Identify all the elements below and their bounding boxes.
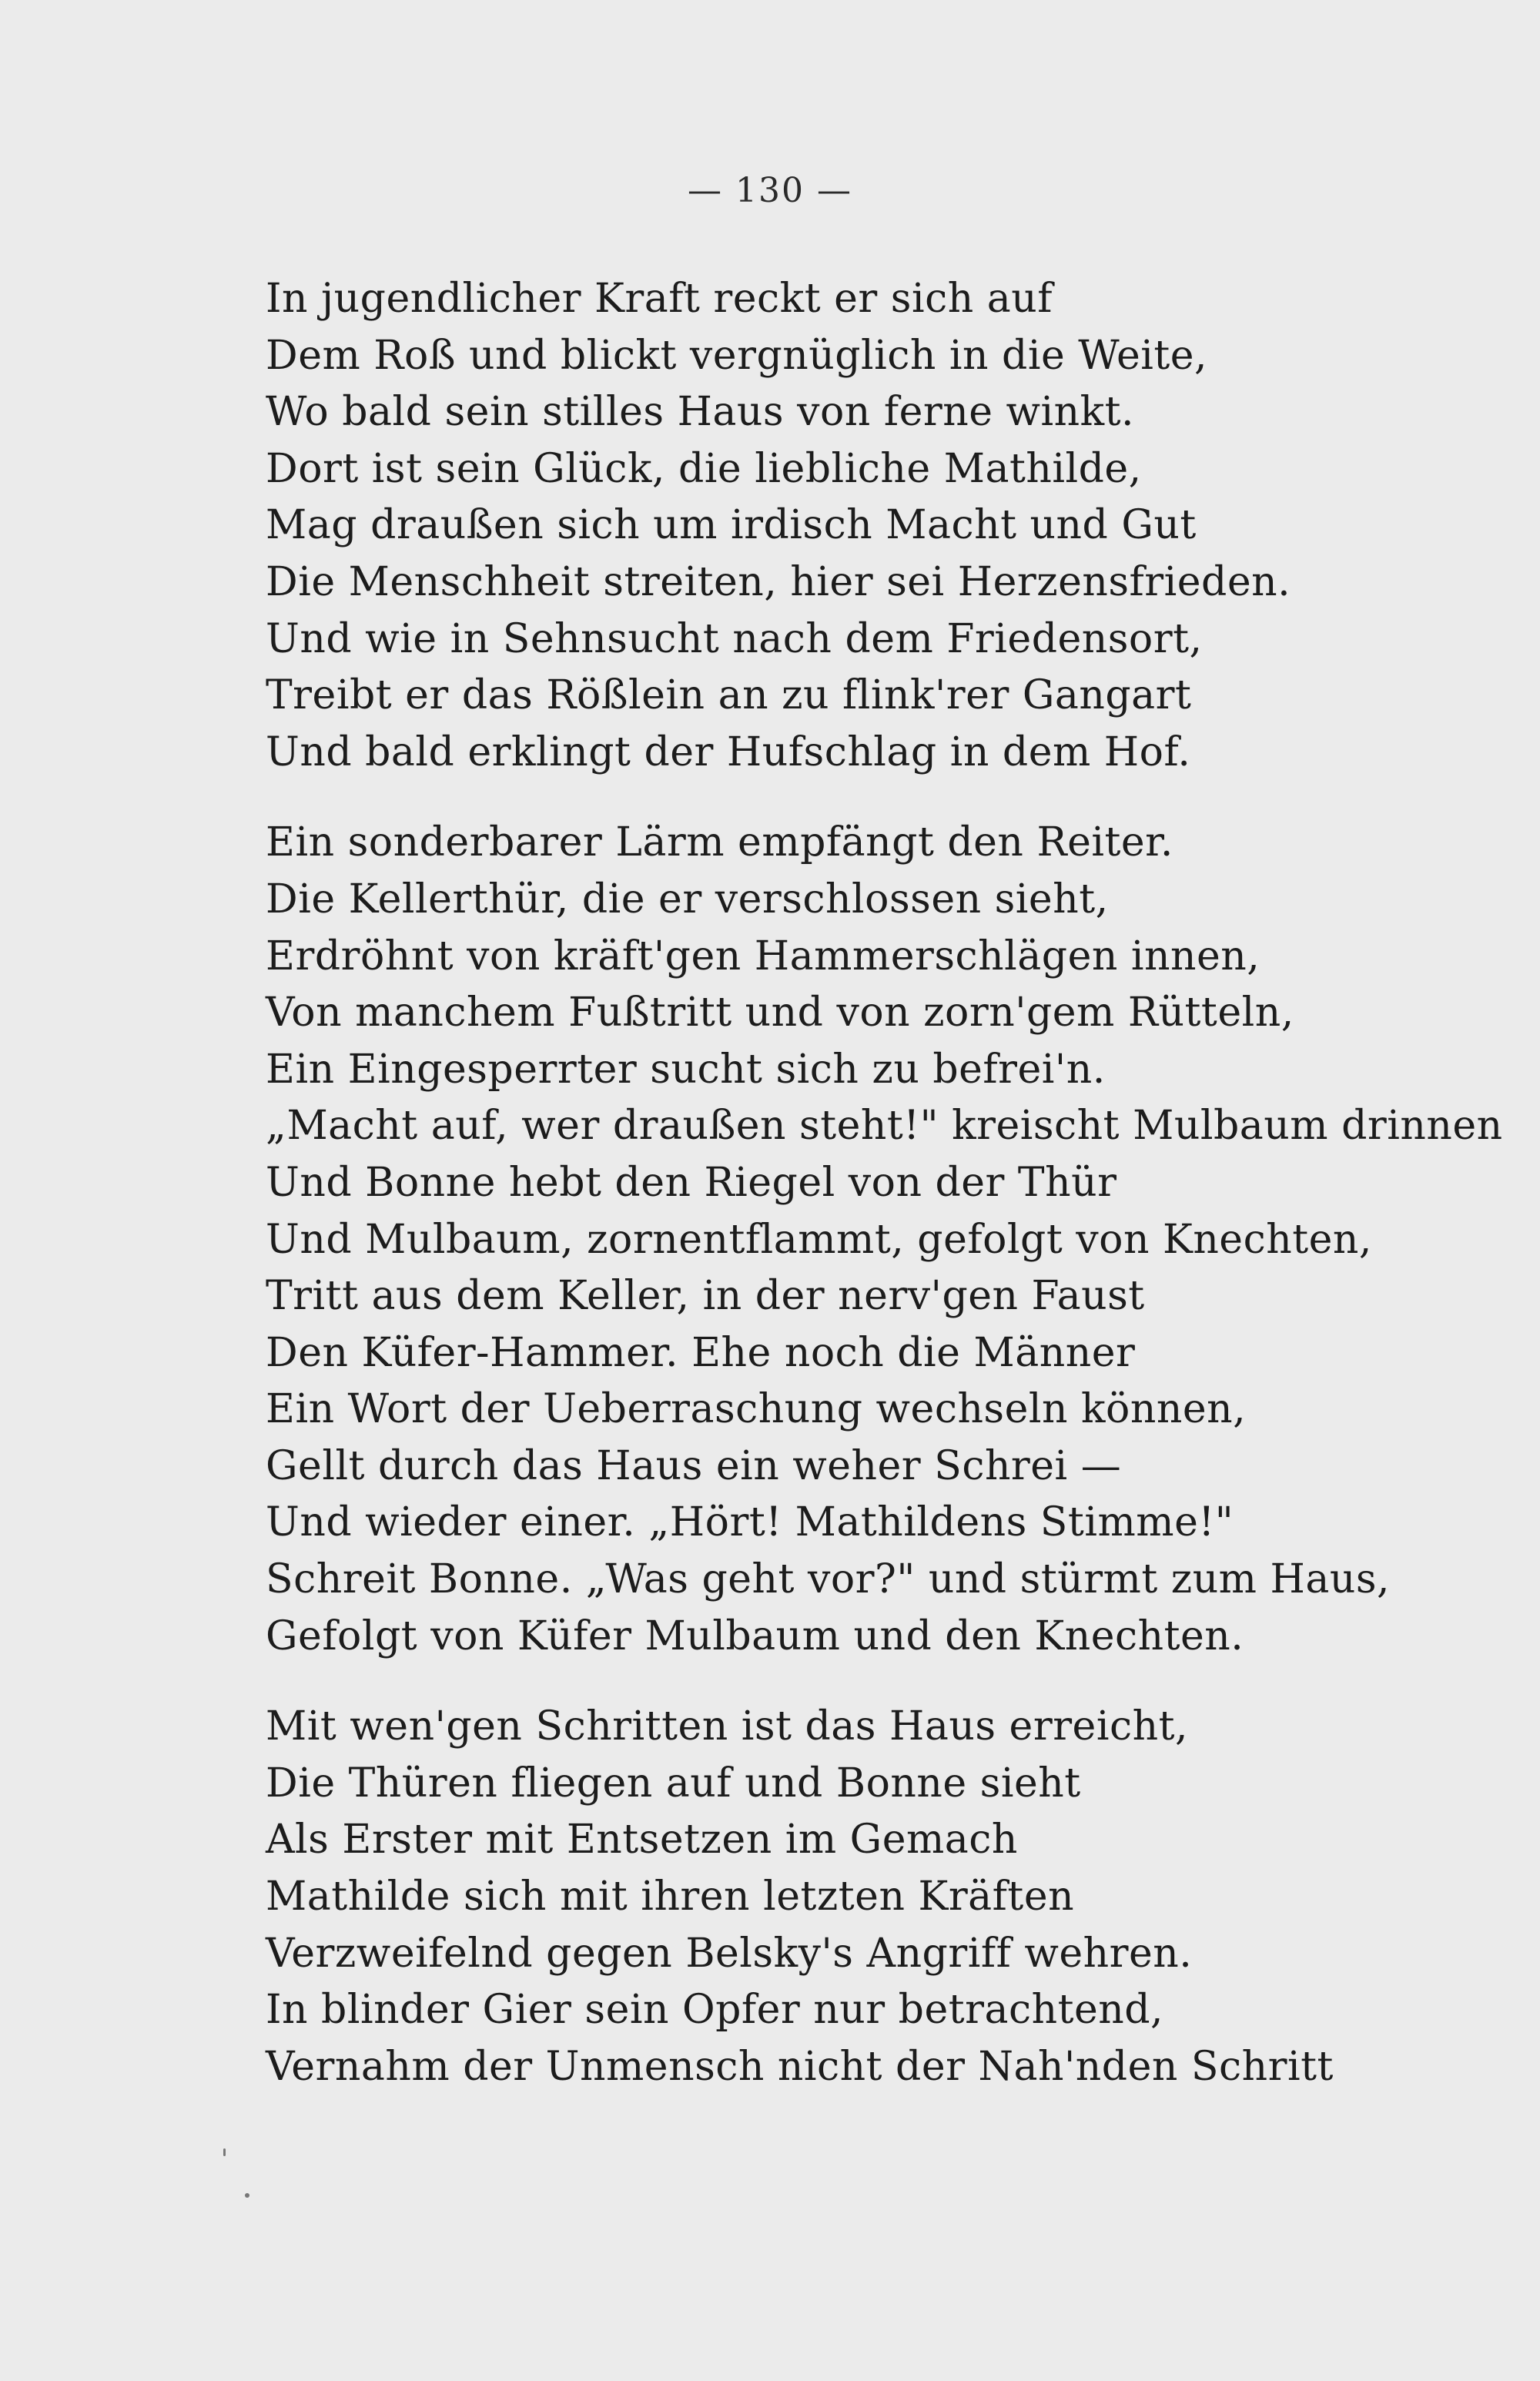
poem-line: Ein Wort der Ueberraschung wechseln können, [266,1386,1247,1433]
poem-line: Vernahm der Unmensch nicht der Nah'nden Schritt [266,2043,1334,2090]
paper-speck [245,2193,249,2198]
paper-speck [223,2148,226,2156]
poem-line: Erdröhnt von kräft'gen Hammerschlägen innen, [266,933,1260,980]
poem-line: Gellt durch das Haus ein weher Schrei — [266,1442,1122,1489]
stanza-2 [266,815,1503,1665]
poem-line: Dem Roß und blickt vergnüglich in die Weite, [266,332,1208,379]
poem-line: Die Thüren fliegen auf und Bonne sieht [266,1760,1081,1807]
poem-line: Treibt er das Rößlein an zu flink'rer Gangart [266,672,1192,719]
poem-line: Den Küfer-Hammer. Ehe noch die Männer [266,1329,1136,1376]
poem-line: Die Kellerthür, die er verschlossen sieht, [266,876,1109,923]
poem-line: Schreit Bonne. „Was geht vor?" und stürmt zum Haus, [266,1556,1391,1603]
poem-line: Und Mulbaum, zornentflammt, gefolgt von Knechten, [266,1216,1372,1263]
poem-text [266,271,1503,2095]
poem-line: Und Bonne hebt den Riegel von der Thür [266,1159,1117,1206]
stanza-1 [266,271,1382,781]
poem-line: Tritt aus dem Keller, in der nerv'gen Faust [266,1273,1145,1320]
poem-line: Wo bald sein stilles Haus von ferne winkt. [266,389,1135,436]
poem-line: Von manchem Fußtritt und von zorn'gem Rütteln, [266,990,1294,1036]
poem-line: „Macht auf, wer draußen steht!" kreischt Mulbaum drinnen [266,1103,1503,1150]
poem-line: Ein sonderbarer Lärm empfängt den Reiter. [266,819,1173,866]
poem-line: Mag draußen sich um irdisch Macht und Gut [266,502,1197,549]
poem-line: In blinder Gier sein Opfer nur betrachtend, [266,1987,1164,2034]
poem-line: Verzweifelnd gegen Belsky's Angriff wehren. [266,1930,1193,1977]
poem-line: Und wieder einer. „Hört! Mathildens Stimme!" [266,1499,1234,1546]
stanza-3 [266,1699,1382,2095]
poem-line: Als Erster mit Entsetzen im Gemach [266,1817,1018,1864]
poem-line: Gefolgt von Küfer Mulbaum und den Knechten. [266,1612,1244,1659]
poem-line: Mathilde sich mit ihren letzten Kräften [266,1874,1075,1921]
page-number: — 130 — [688,171,852,210]
poem-line: Mit wen'gen Schritten ist das Haus erreicht, [266,1703,1188,1750]
poem-line: Und bald erklingt der Hufschlag in dem Hof. [266,728,1191,775]
poem-line: In jugendlicher Kraft reckt er sich auf [266,276,1053,322]
poem-line: Und wie in Sehnsucht nach dem Friedensort, [266,615,1203,662]
poem-line: Die Menschheit streiten, hier sei Herzensfrieden. [266,558,1291,605]
poem-line: Ein Eingesperrter sucht sich zu befrei'n. [266,1046,1106,1093]
poem-line: Dort ist sein Glück, die liebliche Mathilde, [266,445,1142,492]
